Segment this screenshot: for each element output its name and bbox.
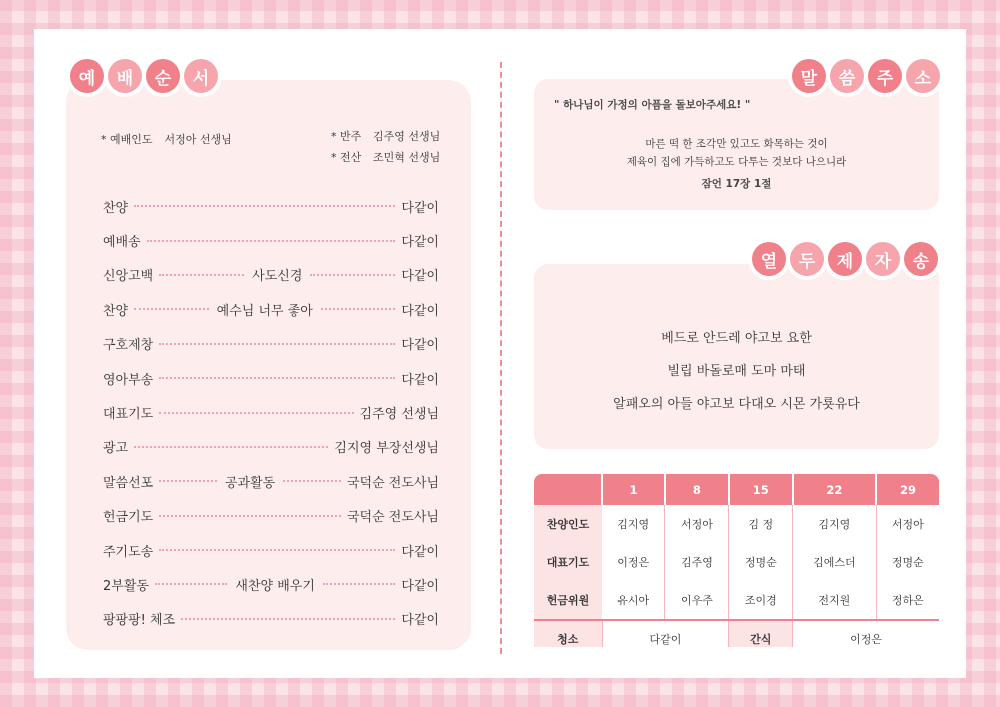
order-item-detail: 예수님 너무 좋아 (216, 303, 313, 319)
order-item-leader: 국덕순 전도사님 (346, 510, 439, 526)
duty-date: 22 (793, 474, 876, 505)
order-item-name: 2부활동 (103, 578, 149, 594)
leader-dots (310, 274, 395, 276)
title-char: 송 (904, 242, 938, 276)
order-item-name: 주기도송 (103, 544, 154, 560)
order-item-leader: 다같이 (401, 200, 439, 216)
duty-cell: 이정은 (602, 543, 665, 581)
role-row (331, 126, 440, 147)
title-char: 서 (184, 59, 218, 93)
leader-dots (159, 343, 395, 345)
verse-body (534, 135, 939, 171)
order-item (103, 327, 439, 361)
role-name: 조민혁 선생님 (373, 151, 441, 164)
order-item-name: 헌금기도 (103, 510, 154, 526)
order-item-detail: 새찬양 배우기 (235, 578, 315, 594)
title-char: 주 (868, 59, 902, 93)
snack-label: 간식 (729, 620, 793, 647)
order-item-name: 예배송 (103, 235, 141, 251)
duty-date: 1 (602, 474, 665, 505)
role-name: 김주영 선생님 (373, 130, 441, 143)
duty-cell: 김 정 (729, 505, 793, 543)
order-item-leader: 다같이 (401, 578, 439, 594)
order-item-name: 말씀선포 (103, 475, 154, 491)
order-item-name: 찬양 (103, 303, 129, 319)
order-item (103, 223, 439, 257)
leader-dots (147, 240, 396, 242)
duty-header-row (534, 474, 939, 505)
title-char: 제 (828, 242, 862, 276)
order-item-leader: 다같이 (401, 613, 439, 629)
order-item-name: 구호제창 (103, 338, 154, 354)
order-list (103, 189, 439, 636)
order-item-leader: 다같이 (401, 235, 439, 251)
disciples-line: 알패오의 아들 야고보 다대오 시몬 가룟유다 (613, 397, 860, 412)
order-item (103, 292, 439, 326)
disciples-lines (534, 322, 939, 421)
verse-line: 제육이 집에 가득하고도 다투는 것보다 나으니라 (626, 156, 847, 168)
leader-dots (159, 412, 353, 414)
duty-cell: 정명순 (876, 543, 939, 581)
order-item-leader: 다같이 (401, 303, 440, 319)
duty-row (534, 543, 939, 581)
duty-cell: 서정아 (876, 505, 939, 543)
leader-dots (283, 480, 341, 482)
verse-panel (534, 79, 939, 210)
order-item-name: 대표기도 (103, 407, 154, 423)
duty-table (534, 474, 939, 647)
duty-row-label: 헌금위원 (534, 581, 602, 620)
leader-dots (155, 583, 227, 585)
disciples-panel (534, 264, 939, 449)
title-char: 배 (108, 59, 142, 93)
verse-quote: " 하나님이 가정의 아픔을 돌보아주세요! " (554, 99, 751, 111)
role-label: * 전산 (331, 151, 362, 164)
order-item-leader: 김주영 선생님 (359, 407, 439, 423)
disciples-line: 베드로 안드레 야고보 요한 (661, 331, 812, 346)
order-item-name: 찬양 (103, 200, 129, 216)
order-item-leader: 국덕순 전도사님 (346, 475, 440, 491)
duty-cell: 서정아 (665, 505, 729, 543)
order-item-leader: 다같이 (401, 269, 439, 285)
order-title (70, 59, 218, 93)
duty-row-label: 찬양인도 (534, 505, 602, 543)
order-item (103, 533, 439, 567)
duty-cell: 정하은 (876, 581, 939, 620)
disciples-line: 빌립 바돌로매 도마 마태 (667, 364, 806, 379)
duty-footer-row (534, 620, 939, 647)
order-item-name: 팡팡팡! 체조 (103, 613, 176, 629)
snack-value: 이정은 (793, 620, 939, 647)
duty-date: 29 (876, 474, 939, 505)
order-item-name: 영아부송 (103, 372, 154, 388)
leader-dots (134, 446, 328, 448)
title-char: 소 (906, 59, 940, 93)
order-item (103, 499, 439, 533)
order-item-leader: 다같이 (401, 372, 439, 388)
order-item-name: 신앙고백 (103, 269, 154, 285)
duty-cell: 정명순 (729, 543, 793, 581)
center-divider (500, 62, 502, 654)
leader-dots (134, 205, 395, 207)
title-char: 순 (146, 59, 180, 93)
order-item-name: 광고 (103, 441, 129, 457)
leader-dots (159, 377, 395, 379)
duty-corner (534, 474, 602, 505)
order-item (103, 395, 439, 429)
clean-value: 다같이 (602, 620, 729, 647)
verse-title (792, 59, 940, 93)
leader-dots (159, 549, 395, 551)
order-item-leader: 다같이 (401, 338, 439, 354)
duty-cell: 유시아 (602, 581, 665, 620)
order-item (103, 430, 439, 464)
role-label: * 반주 (331, 130, 362, 143)
leader-dots (323, 583, 395, 585)
order-item-leader: 다같이 (401, 544, 439, 560)
duty-date: 8 (665, 474, 729, 505)
duty-date: 15 (729, 474, 793, 505)
title-char: 두 (790, 242, 824, 276)
order-item (103, 602, 439, 636)
order-item (103, 464, 439, 498)
worship-leader (101, 131, 232, 147)
order-item (103, 361, 439, 395)
title-char: 열 (752, 242, 786, 276)
disciples-title (752, 242, 938, 276)
duty-row (534, 581, 939, 620)
order-item (103, 258, 439, 292)
duty-cell: 이우주 (665, 581, 729, 620)
duty-row-label: 대표기도 (534, 543, 602, 581)
title-char: 자 (866, 242, 900, 276)
duty-row (534, 505, 939, 543)
verse-line: 마른 떡 한 조각만 있고도 화목하는 것이 (645, 138, 828, 150)
order-item (103, 189, 439, 223)
clean-label: 청소 (534, 620, 602, 647)
duty-cell: 김에스더 (793, 543, 876, 581)
role-row (331, 147, 440, 168)
title-char: 씀 (830, 59, 864, 93)
title-char: 예 (70, 59, 104, 93)
title-char: 말 (792, 59, 826, 93)
duty-cell: 전지원 (793, 581, 876, 620)
order-item (103, 567, 439, 601)
roles-list (331, 126, 440, 168)
leader-dots (159, 480, 217, 482)
duty-cell: 조이경 (729, 581, 793, 620)
duty-cell: 김지영 (793, 505, 876, 543)
leader-dots (134, 308, 209, 310)
leader-dots (159, 274, 244, 276)
leader-dots (321, 308, 396, 310)
duty-cell: 김주영 (665, 543, 729, 581)
leader-label: * 예배인도 (101, 133, 153, 146)
leader-name: 서정아 선생님 (164, 133, 232, 146)
order-item-detail: 사도신경 (252, 269, 303, 285)
order-item-detail: 공과활동 (224, 475, 276, 491)
verse-reference: 잠언 17장 1절 (701, 178, 772, 190)
order-item-leader: 김지영 부장선생님 (334, 441, 439, 457)
duty-cell: 김지영 (602, 505, 665, 543)
leader-dots (181, 618, 395, 620)
leader-dots (159, 515, 341, 517)
